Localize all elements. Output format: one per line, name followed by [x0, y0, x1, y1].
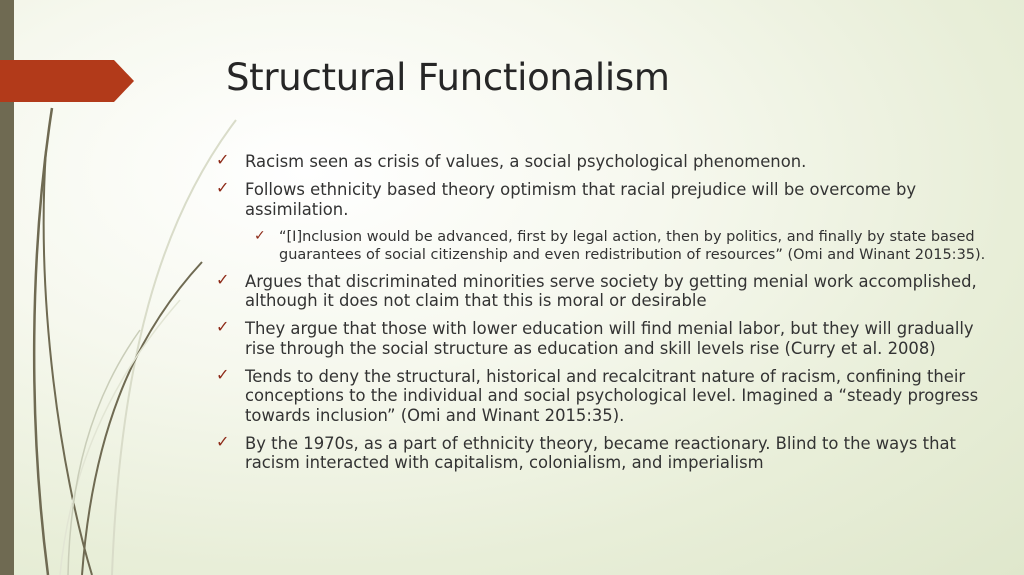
- checkmark-icon: ✓: [216, 269, 230, 289]
- checkmark-icon: ✓: [216, 364, 230, 384]
- bullet-item: [216, 180, 1006, 219]
- checkmark-icon: ✓: [254, 227, 266, 244]
- slide-title: Structural Functionalism: [226, 56, 670, 99]
- title-accent-marker: [0, 60, 134, 102]
- checkmark-icon: ✓: [216, 431, 230, 451]
- sub-bullet-item: [216, 228, 1006, 264]
- bullet-item: [216, 152, 1006, 172]
- bullet-text: Follows ethnicity based theory optimism that racial prejudice will be overcome by assimilation.: [245, 180, 917, 219]
- bullet-item: [216, 319, 1006, 358]
- bullet-item: [216, 364, 1006, 426]
- bullet-text: By the 1970s, as a part of ethnicity theory, became reactionary. Blind to the ways that racism interacted with capitalism, colonialism, and imperialism: [245, 433, 956, 472]
- bullet-item: [216, 269, 1006, 311]
- bullet-item: [216, 431, 1006, 473]
- bullet-text: Argues that discriminated minorities serve society by getting menial work accomplished, although it does not claim that this is moral or desirable: [245, 271, 977, 310]
- checkmark-icon: ✓: [216, 150, 230, 169]
- checkmark-icon: ✓: [216, 317, 230, 336]
- bullet-list: [216, 152, 1006, 481]
- bullet-text: “[I]nclusion would be advanced, first by legal action, then by politics, and finally by state based guarantees of social citizenship and even redistribution of resources” (Omi and Winant 2015:35).: [279, 228, 986, 263]
- bullet-text: Racism seen as crisis of values, a social psychological phenomenon.: [245, 152, 807, 171]
- bullet-text: Tends to deny the structural, historical and recalcitrant nature of racism, confining their conceptions to the individual and social psychological level. Imagined a “steady progress towards inclusion” (Omi and Winant 2015:35).: [245, 366, 979, 425]
- bullet-text: They argue that those with lower education will find menial labor, but they will gradually rise through the social structure as education and skill levels rise (Curry et al. 2008): [245, 319, 974, 358]
- checkmark-icon: ✓: [216, 178, 230, 197]
